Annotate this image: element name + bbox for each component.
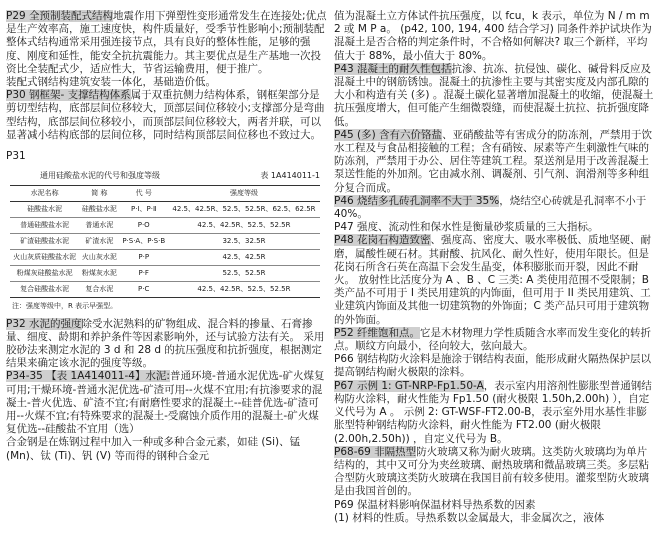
p32-body: 除受水泥熟料的矿物组成、混合料的掺量、石膏掺量、细度、龄期和养护条件等因素影响外，还与试验方法有关。 采用胶砂法来测定水泥的 3 d 和 28 d 的抗压强度和抗折强度，根据测定结果来确定该水泥的强度等级。 (6, 317, 325, 370)
table-cell: 矿渣水泥 (79, 234, 119, 250)
p45-heading: P45 (多) 含有六价铬盐 (334, 128, 443, 141)
table-cell: 复合硅酸盐水泥 (10, 282, 79, 298)
p34-heading: P34-35 【表 1A414011-4】水泥: (6, 370, 170, 383)
p48-body: 、强度高、密度大、吸水率极低、质地坚硬、耐磨，属酸性硬石材。其耐酸、抗风化、耐久性好，使用年限长。但是花岗石所含石英在高温下会发生晶变，体积膨胀而开裂，因此不耐火。 放射性比活度分为 A 、B 、C 三类: A 类使用范围不受限制；B 类产品不可用于 I 类民用建筑的内饰面，但可用于 II 类民用建筑、工业建筑内饰面及其他一切建筑物的外饰面；C 类产品只可用于建筑物的外饰面。 (334, 234, 652, 326)
p32-heading: P32 水泥的强度 (6, 317, 82, 330)
table-row (10, 282, 320, 298)
p34-body: 普通环境-普通水泥优选-矿火煤复可用;干燥环境-普通水泥优选-矿渣可用--火煤不宜用;有抗渗要求的混凝土-普火优选、矿渣不宜;有耐磨性要求的混凝土--硅普优选-矿渣可用--火煤不宜;有特殊要求的混凝土-受腐蚀介质作用的混凝土-矿火煤复优选--硅酸盐不宜用（选） (6, 370, 325, 436)
table-cell: 复合水泥 (79, 282, 119, 298)
p67-heading: P67 示例 1: GT-NRP-Fp1.50-A (334, 379, 484, 392)
p30-body: 属于双重抗侧力结构体系，钢框架部分是剪切型结构，底部层间位移较大，顶部层间位移较小;支撑部分是弯曲型结构，底部层间位移较小，而顶部层间位移较大，两者并联，可以显著减小结构底部的层间位移，同时结构顶部层间位移也不致过大。 (6, 89, 325, 141)
p30-heading: P30 钢框架- 支撑结构体系 (6, 89, 131, 102)
table-cell: 硅酸盐水泥 (10, 202, 79, 218)
table-cell: 硅酸盐水泥 (79, 202, 119, 218)
cement-table (10, 185, 320, 298)
table-cell: 火山灰质硅酸盐水泥 (10, 250, 79, 266)
p66-paragraph: P66 钢结构防火涂料是施涂于钢结构表面，能形成耐火隔热保护层以提高钢结构耐火极限的涂料。 (334, 353, 652, 379)
p30-section (6, 89, 328, 142)
table-cell: 32.5、32.5R (168, 234, 320, 250)
p68-body: 防火玻璃又称为耐火玻璃。这类防火玻璃均为单片结构的，其中又可分为夹丝玻璃、耐热玻璃和微晶玻璃三类。多层粘合型防火玻璃这类防火玻璃在我国目前有较多使用。灌浆型防火玻璃是由我国首创的。 (334, 445, 649, 498)
table-label: 表 1A414011-1 (260, 171, 320, 181)
table-row (10, 250, 320, 266)
table-cell: 粉煤灰水泥 (79, 266, 119, 282)
p31-label: P31 (6, 150, 26, 163)
p46-body: ，烧结空心砖就是孔洞率不小于 40%。 (334, 194, 647, 221)
p68-section (334, 446, 656, 499)
table-row (10, 202, 320, 218)
p29-body: 地震作用下弹塑性变形通常发生在连接处;优点是生产效率高，施工速度快，构件质量好，受季节性影响小;预制装配整体式结构通常采用强连接节点，具有良好的整体性能，足够的强度、刚度和延性，能安全抗抗震能力。其主要优点是生产基地一次投资比全装配式少，适应性大，节省运输费用，便于推广。 (6, 10, 327, 75)
p67-body: ，表示室内用溶剂性膨胀型普通钢结构防火涂料，耐火性能为 Fp1.50 (耐火极限 1.50h,2.00h) ），自定义代号为 A 。 示例 2: GT-WSF-FT2.00-B，表示室外用水基性非膨胀型特种钢结构防火涂料，耐火性能为 FT2.00 (耐火极限(2.00h,2.50h)) ，自定义代号为 B。 (334, 379, 652, 445)
p47-paragraph: P47 强度、流动性和保水性是衡量砂浆质量的三大指标。 (334, 221, 599, 234)
alloy-steel-paragraph: 合金钢是在炼钢过程中加入一种或多种合金元素，如硅 (Si)、锰 (Mn)、钛 (Ti)、钒 (V) 等而得的钢种合金元 (6, 436, 301, 462)
table-header-row (10, 186, 320, 202)
table-header-cell: 强度等级 (168, 186, 320, 202)
p67-section (334, 380, 656, 446)
p43-heading: P43 混凝土的耐久性包括 (334, 62, 452, 75)
p29-tail: 装配式钢结构建筑安装一体化，基础造价低。 (6, 76, 216, 89)
table-header-cell: 代 号 (120, 186, 168, 202)
table-cell: P·P (120, 250, 168, 266)
p52-section (334, 327, 656, 353)
table-cell: 52.5、52.5R (168, 266, 320, 282)
p46-section (334, 195, 656, 221)
table-row (10, 218, 320, 234)
p29-heading: P29 全预制装配式结构 (6, 10, 114, 22)
table-title: 通用硅酸盐水泥的代号和强度等级 (40, 171, 160, 181)
p69-item-1: (1) 材料的性质。导热系数以金属最大，非金属次之，液体 (334, 511, 605, 524)
table-cell: P·F (120, 266, 168, 282)
table-row (10, 234, 320, 250)
table-cell: 矿渣硅酸盐水泥 (10, 234, 79, 250)
table-cell: 火山灰水泥 (79, 250, 119, 266)
table-cell: 普通硅酸盐水泥 (10, 218, 79, 234)
p45-body: 、亚硝酸盐等有害成分的防冻剂，严禁用于饮水工程及与食品相接触的工程；含有硝铵、尿素等产生刺激性气味的防冻剂，严禁用于办公、居住等建筑工程。泵送剂是用于改善混凝土泵送性能的外加剂。它由减水剂、调凝剂、引气剂、润滑剂等多种组分复合而成。 (334, 128, 653, 194)
p52-heading: P52 纤维饱和点。 (334, 326, 421, 339)
table-cell: 42.5、42.5R、52.5、52.5R (168, 282, 320, 298)
concrete-strength-intro: 值为混凝土立方体试件抗压强度，以 fcu，k 表示，单位为 N / m m 2 或 M P a。 (p42, 100, 194, 400 结合学习) 同条件养护试块作为混凝土是否合格的判定条件时，不合格如何解决? 取三个新样，平均值大于 88%，最小值大于 80%。 (334, 10, 652, 62)
p29-section (6, 10, 328, 76)
p48-heading: P48 花岗石构造致密 (334, 234, 431, 247)
table-note: 注：强度等级中，R 表示早强型。 (12, 302, 118, 311)
table-cell: 粉煤灰硅酸盐水泥 (10, 266, 79, 282)
table-cell: 42.5、42.5R、52.5、52.5R (168, 218, 320, 234)
p52-body: 它是木材物理力学性质随含水率而发生变化的转折点。顺纹方向最小，径向较大，弦向最大。 (334, 326, 652, 353)
p43-body: 抗渗、抗冻、抗侵蚀、碳化、碱骨料反应及混凝土中的钢筋锈蚀。混凝土的抗渗性主要与其密实度及内部孔隙的大小和构造有关 (多) 。混凝土碳化显著增加混凝土的收缩，使混凝土抗压强度增大，但可能产生细微裂缝，而使混凝土抗拉、抗折强度降低。 (334, 62, 654, 128)
table-row (10, 266, 320, 282)
left-column (6, 10, 328, 463)
p46-heading: P46 烧结多孔砖孔洞率不大于 35% (334, 194, 500, 207)
table-caption (10, 169, 326, 185)
table-cell: 普通水泥 (79, 218, 119, 234)
table-cell: P·C (120, 282, 168, 298)
table-cell: P·O (120, 218, 168, 234)
p43-section (334, 63, 656, 129)
p48-section (334, 234, 656, 326)
p68-heading: P68-69 非隔热型 (334, 445, 417, 458)
table-cell: P·Ⅰ、P·Ⅱ (120, 202, 168, 218)
p34-section (6, 370, 328, 436)
p32-section (6, 318, 328, 371)
right-column (334, 10, 656, 525)
table-header-cell: 水泥名称 (10, 186, 79, 202)
p69-heading: P69 保温材料影响保温材料导热系数的因素 (334, 498, 536, 511)
table-cell: P·S·A、P·S·B (120, 234, 168, 250)
table-cell: 42.5、42.5R (168, 250, 320, 266)
cement-table-figure (10, 169, 326, 313)
table-cell: 42.5、42.5R、52.5、52.5R、62.5、62.5R (168, 202, 320, 218)
table-header-cell: 简 称 (79, 186, 119, 202)
p45-section (334, 129, 656, 195)
